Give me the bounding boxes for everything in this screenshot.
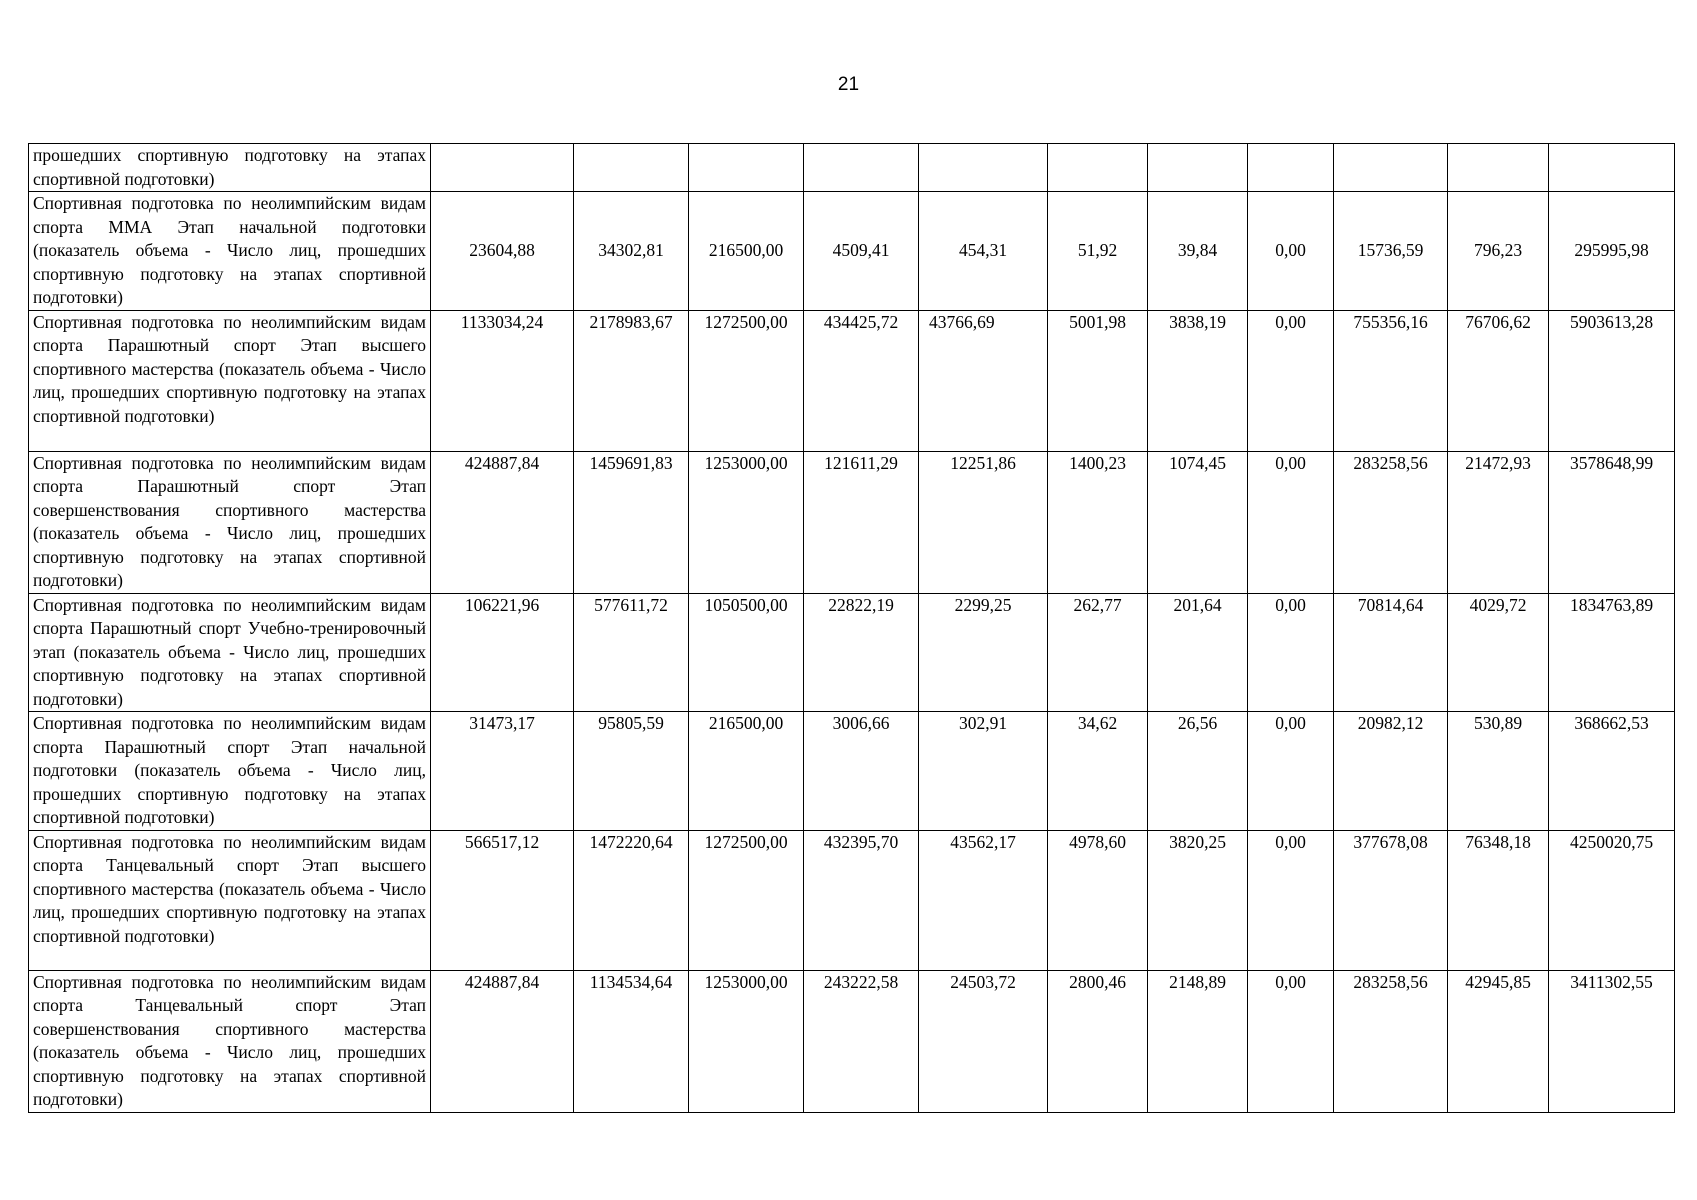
value-cell: 283258,56 [1334, 970, 1448, 1112]
value-cell: 43562,17 [919, 830, 1048, 970]
value-cell: 26,56 [1148, 712, 1248, 831]
table-row [29, 310, 1675, 451]
value-cell: 3578648,99 [1549, 451, 1675, 593]
value-cell [804, 144, 919, 192]
value-cell [1448, 144, 1549, 192]
value-cell [689, 144, 804, 192]
value-cell [1048, 144, 1148, 192]
value-cell: 424887,84 [431, 451, 574, 593]
value-cell: 3411302,55 [1549, 970, 1675, 1112]
row-description: Спортивная подготовка по неолимпийским видам спорта Парашютный спорт Этап начальной подготовки (показатель объема - Число лиц, прошедших спортивную подготовку на этапах спортивной подготовки) [29, 712, 431, 831]
value-cell: 424887,84 [431, 970, 574, 1112]
value-cell: 243222,58 [804, 970, 919, 1112]
table-row [29, 192, 1675, 311]
row-description: Спортивная подготовка по неолимпийским видам спорта Парашютный спорт Этап высшего спортивного мастерства (показатель объема - Число лиц, прошедших спортивную подготовку на этапах спортивной подготовки) [29, 310, 431, 451]
value-cell: 302,91 [919, 712, 1048, 831]
value-cell: 4509,41 [804, 192, 919, 311]
table-row [29, 451, 1675, 593]
value-cell: 1272500,00 [689, 830, 804, 970]
value-cell [1248, 144, 1334, 192]
value-cell: 1134534,64 [574, 970, 689, 1112]
value-cell: 2299,25 [919, 593, 1048, 712]
value-cell [1148, 144, 1248, 192]
value-cell: 4250020,75 [1549, 830, 1675, 970]
value-cell: 106221,96 [431, 593, 574, 712]
value-cell: 39,84 [1148, 192, 1248, 311]
value-cell: 23604,88 [431, 192, 574, 311]
value-cell: 21472,93 [1448, 451, 1549, 593]
value-cell: 43766,69 [919, 310, 1048, 451]
value-cell: 4029,72 [1448, 593, 1549, 712]
value-cell: 2178983,67 [574, 310, 689, 451]
row-description: прошедших спортивную подготовку на этапах спортивной подготовки) [29, 144, 431, 192]
value-cell: 22822,19 [804, 593, 919, 712]
row-description: Спортивная подготовка по неолимпийским видам спорта Парашютный спорт Этап совершенствования спортивного мастерства (показатель объема - Число лиц, прошедших спортивную подготовку на этапах спортивной подготовки) [29, 451, 431, 593]
value-cell: 42945,85 [1448, 970, 1549, 1112]
value-cell: 15736,59 [1334, 192, 1448, 311]
value-cell: 1834763,89 [1549, 593, 1675, 712]
value-cell: 4978,60 [1048, 830, 1148, 970]
value-cell: 262,77 [1048, 593, 1148, 712]
value-cell: 34302,81 [574, 192, 689, 311]
value-cell: 2148,89 [1148, 970, 1248, 1112]
row-description: Спортивная подготовка по неолимпийским видам спорта Танцевальный спорт Этап совершенствования спортивного мастерства (показатель объема - Число лиц, прошедших спортивную подготовку на этапах спортивной подготовки) [29, 970, 431, 1112]
value-cell: 24503,72 [919, 970, 1048, 1112]
value-cell: 216500,00 [689, 712, 804, 831]
value-cell: 2800,46 [1048, 970, 1148, 1112]
value-cell: 434425,72 [804, 310, 919, 451]
value-cell: 755356,16 [1334, 310, 1448, 451]
value-cell: 76706,62 [1448, 310, 1549, 451]
value-cell [1334, 144, 1448, 192]
value-cell: 283258,56 [1334, 451, 1448, 593]
value-cell: 0,00 [1248, 970, 1334, 1112]
value-cell: 3820,25 [1148, 830, 1248, 970]
value-cell: 76348,18 [1448, 830, 1549, 970]
value-cell: 1074,45 [1148, 451, 1248, 593]
value-cell: 0,00 [1248, 310, 1334, 451]
table-row [29, 830, 1675, 970]
value-cell: 1253000,00 [689, 970, 804, 1112]
value-cell: 5903613,28 [1549, 310, 1675, 451]
value-cell: 368662,53 [1549, 712, 1675, 831]
value-cell: 34,62 [1048, 712, 1148, 831]
value-cell: 1272500,00 [689, 310, 804, 451]
value-cell: 566517,12 [431, 830, 574, 970]
value-cell: 454,31 [919, 192, 1048, 311]
page-number: 21 [837, 74, 860, 95]
value-cell: 1133034,24 [431, 310, 574, 451]
value-cell: 0,00 [1248, 593, 1334, 712]
value-cell: 1400,23 [1048, 451, 1148, 593]
value-cell: 20982,12 [1334, 712, 1448, 831]
value-cell: 201,64 [1148, 593, 1248, 712]
value-cell: 3006,66 [804, 712, 919, 831]
value-cell: 95805,59 [574, 712, 689, 831]
value-cell: 51,92 [1048, 192, 1148, 311]
value-cell: 796,23 [1448, 192, 1549, 311]
value-cell: 70814,64 [1334, 593, 1448, 712]
value-cell [919, 144, 1048, 192]
row-description: Спортивная подготовка по неолимпийским видам спорта ММА Этап начальной подготовки (показатель объема - Число лиц, прошедших спортивную подготовку на этапах спортивной подготовки) [29, 192, 431, 311]
table-row [29, 144, 1675, 192]
value-cell: 3838,19 [1148, 310, 1248, 451]
value-cell [574, 144, 689, 192]
value-cell: 1253000,00 [689, 451, 804, 593]
data-table [28, 143, 1675, 1113]
value-cell: 1459691,83 [574, 451, 689, 593]
value-cell: 5001,98 [1048, 310, 1148, 451]
row-description: Спортивная подготовка по неолимпийским видам спорта Танцевальный спорт Этап высшего спортивного мастерства (показатель объема - Число лиц, прошедших спортивную подготовку на этапах спортивной подготовки) [29, 830, 431, 970]
value-cell: 577611,72 [574, 593, 689, 712]
value-cell: 12251,86 [919, 451, 1048, 593]
value-cell: 31473,17 [431, 712, 574, 831]
row-description: Спортивная подготовка по неолимпийским видам спорта Парашютный спорт Учебно-тренировочный этап (показатель объема - Число лиц, прошедших спортивную подготовку на этапах спортивной подготовки) [29, 593, 431, 712]
value-cell: 121611,29 [804, 451, 919, 593]
value-cell: 432395,70 [804, 830, 919, 970]
value-cell [1549, 144, 1675, 192]
value-cell: 295995,98 [1549, 192, 1675, 311]
table-row [29, 712, 1675, 831]
value-cell: 377678,08 [1334, 830, 1448, 970]
table-row [29, 970, 1675, 1112]
value-cell: 0,00 [1248, 192, 1334, 311]
value-cell: 1050500,00 [689, 593, 804, 712]
value-cell: 0,00 [1248, 712, 1334, 831]
value-cell: 0,00 [1248, 830, 1334, 970]
value-cell: 0,00 [1248, 451, 1334, 593]
value-cell [431, 144, 574, 192]
value-cell: 1472220,64 [574, 830, 689, 970]
value-cell: 530,89 [1448, 712, 1549, 831]
value-cell: 216500,00 [689, 192, 804, 311]
table-row [29, 593, 1675, 712]
